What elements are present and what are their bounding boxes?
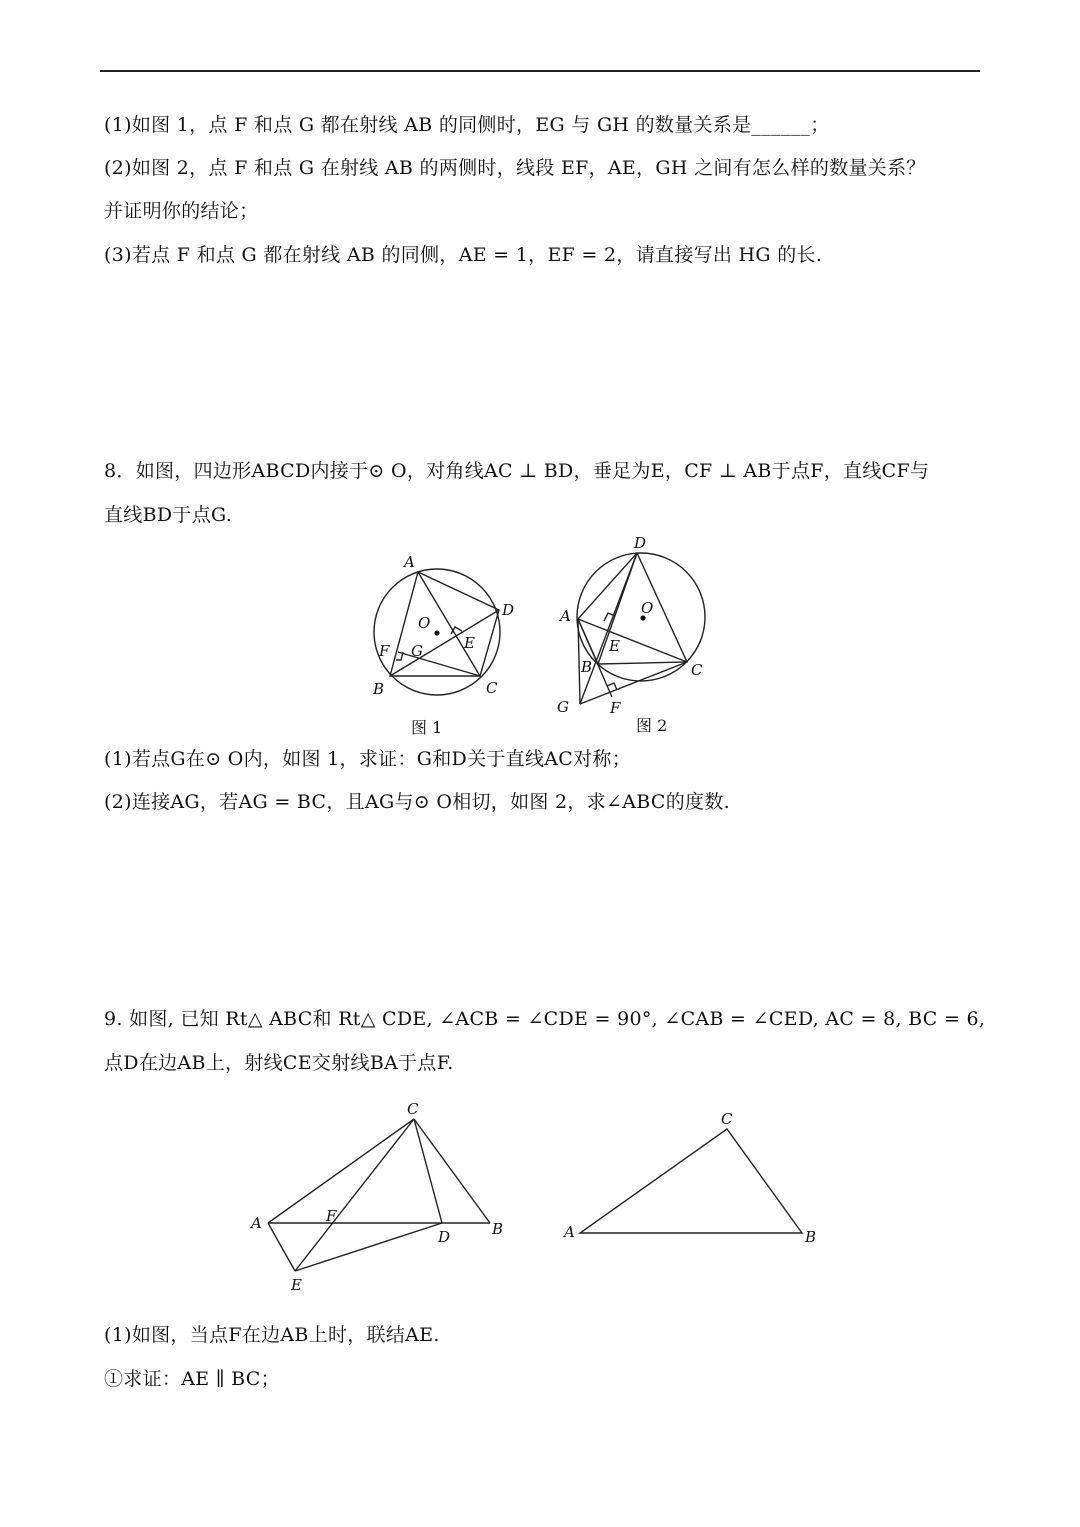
- q8-stem-line2: 直线BD于点G.: [104, 504, 233, 526]
- q9-fig2-label-c: C: [721, 1110, 733, 1128]
- q7-part2-line2: 并证明你的结论；: [104, 200, 259, 222]
- q9-line-cd: [414, 1119, 442, 1223]
- fig1-label-o: O: [418, 614, 431, 632]
- q9-fig2-label-b: B: [805, 1228, 817, 1246]
- fig2-label-e: E: [609, 637, 620, 655]
- fig1-label-a: A: [404, 553, 415, 571]
- q9-fig1-label-a: A: [251, 1214, 262, 1232]
- q7-part2-line1: (2)如图 2，点 F 和点 G 在射线 AB 的两侧时，线段 EF，AE，GH 之间有怎么样的数量关系？: [104, 157, 926, 179]
- q7-part3: (3)若点 F 和点 G 都在射线 AB 的同侧，AE = 1，EF = 2，请直接写出 HG 的长.: [104, 244, 823, 266]
- q9-fig1-label-d: D: [438, 1228, 451, 1246]
- q9-line-ae: [268, 1223, 295, 1271]
- fig2-line-gc: [580, 662, 687, 704]
- fig2-label-o: O: [641, 599, 654, 617]
- fig2-label-c: C: [691, 661, 703, 679]
- fig1-label-f: F: [379, 642, 390, 660]
- fig2-label-a: A: [560, 607, 571, 625]
- q9-figure-2: [580, 1129, 802, 1233]
- fig1-label-c: C: [486, 679, 498, 697]
- q8-part1: (1)若点G在⊙ O内，如图 1，求证：G和D关于直线AC对称；: [104, 748, 632, 770]
- q8-stem-line1: 8．如图，四边形ABCD内接于⊙ O，对角线AC ⊥ BD，垂足为E，CF ⊥ AB于点F，直线CF与: [104, 460, 930, 482]
- q9-figure-1: [268, 1119, 490, 1271]
- q8-part2: (2)连接AG，若AG = BC，且AG与⊙ O相切，如图 2，求∠ABC的度数.: [104, 791, 730, 813]
- fig1-caption: 图 1: [411, 718, 443, 737]
- q9-line-ed: [295, 1223, 442, 1271]
- q9-figures: [240, 1090, 840, 1300]
- fig2-line-ag: [578, 619, 580, 704]
- fig1-label-e: E: [464, 634, 475, 652]
- fig2-line-gd: [580, 553, 637, 704]
- q9-part1: (1)如图，当点F在边AB上时，联结AE.: [104, 1324, 440, 1346]
- q9-fig2-triangle: [580, 1129, 802, 1233]
- fig1-label-d: D: [502, 601, 515, 619]
- q9-stem-line2: 点D在边AB上，射线CE交射线BA于点F.: [104, 1052, 454, 1074]
- header-rule: [100, 70, 980, 72]
- q9-fig1-label-b: B: [492, 1220, 504, 1238]
- q9-line-ac: [268, 1119, 414, 1223]
- fig2-label-b: B: [581, 658, 593, 676]
- fig2-label-g: G: [557, 698, 569, 716]
- q9-fig2-label-a: A: [564, 1223, 575, 1241]
- fig1-label-b: B: [373, 680, 385, 698]
- fig1-center-dot: [434, 630, 439, 635]
- q9-fig1-label-e: E: [291, 1276, 302, 1294]
- q8-figures: [360, 530, 720, 742]
- q9-line-ce: [295, 1119, 414, 1271]
- fig2-caption: 图 2: [636, 716, 668, 735]
- q9-part1-sub1: ①求证：AE ∥ BC；: [104, 1368, 280, 1390]
- fig2-label-f: F: [610, 699, 621, 717]
- q7-part1: (1)如图 1，点 F 和点 G 都在射线 AB 的同侧时，EG 与 GH 的数量关系是______；: [104, 114, 830, 136]
- fig2-quadrilateral: [578, 553, 687, 664]
- q9-stem-line1: 9. 如图, 已知 Rt△ ABC和 Rt△ CDE, ∠ACB = ∠CDE = 90°, ∠CAB = ∠CED, AC = 8, BC = 6,: [104, 1008, 986, 1030]
- fig2-label-d: D: [634, 534, 647, 552]
- q9-line-cb: [414, 1119, 490, 1223]
- q9-fig1-label-c: C: [407, 1100, 419, 1118]
- q9-fig1-label-f: F: [326, 1207, 337, 1225]
- fig1-label-g: G: [411, 642, 423, 660]
- q8-figure-2: [577, 553, 705, 704]
